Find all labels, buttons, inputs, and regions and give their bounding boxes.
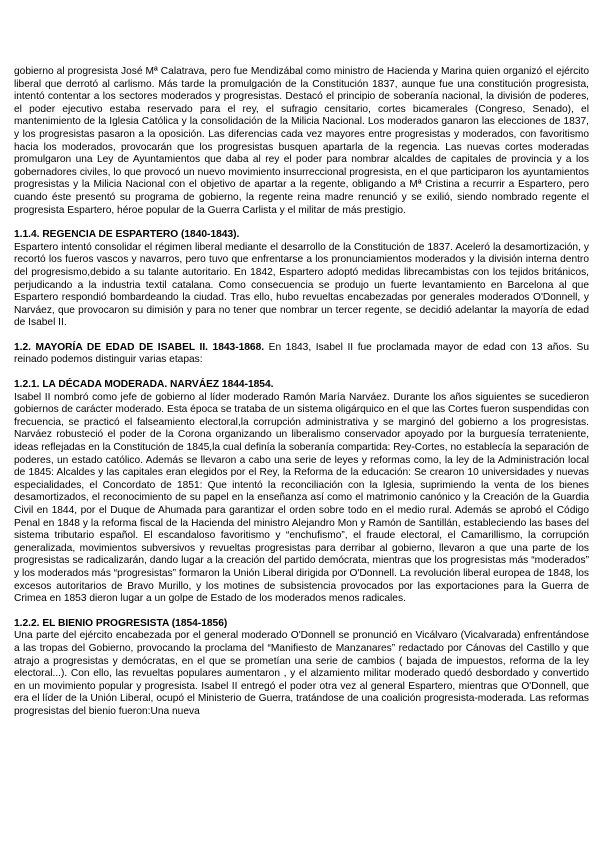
intro-paragraph: gobierno al progresista José Mª Calatrava, pero fue Mendizábal como ministro de Hacienda y Marina quien organizó el ejército liberal que derrotó al carlismo. Más tarde la promulgación de la Constitución 1837, aunque fue una constitución progresista, intentó contentar a los sectores moderados y progresistas. Destacó el principio de soberanía nacional, la división de poderes, el poder ejecutivo estaba reservado para el rey, el sufragio censitario, cortes bicamerales (Congreso, Senado), el mantenimiento de la Iglesia Católica y la consolidación de la Milicia Nacional. Los moderados ganaron las elecciones de 1837, y los progresistas pasaron a la oposición. Las diferencias cada vez mayores entre progresistas y moderados, con favoritismo hacia los moderados, provocarán que los progresistas busquen apartarla de la regencia. Las nuevas cortes moderadas promulgaron una Ley de Ayuntamientos que daba al rey el poder para nombrar alcaldes de capitales de provincia y a los gobernadores civiles, lo que provocó un nuevo movimiento insurreccional progresista, en el que participaron los ayuntamientos progresistas y la Milicia Nacional con el objetivo de apartar a la regente, obligando a Mª Cristina a recurrir a Espartero, pero cuando éste presentó su programa de gobierno, la regente reina madre renunció y se exilió, siendo nombrado regente el progresista Espartero, héroe popular de la Guerra Carlista y el militar de más prestigio. (14, 66, 589, 216)
spacer (14, 367, 589, 379)
spacer (14, 606, 589, 618)
spacer (14, 217, 589, 229)
document-page (14, 66, 589, 719)
bienio-paragraph: Una parte del ejército encabezada por el general moderado O'Donnell se pronunció en Vicálvaro (Vicalvarada) enfrentándose a las tropas del Gobierno, provocando la proclama del “Manifiesto de Manzanares” redactado por Cánovas del Castillo y que atrajo a progresistas y demócratas, en el que se prometían una serie de cambios ( bajada de impuestos, reforma de la ley electoral...). Con ello, las revueltas populares aumentaron , y el alzamiento militar moderado quedó desbordado y convertido en un movimiento popular y progresista. Isabel II entregó el poder otra vez al general Espartero, mientras que O'Donnell, que era el líder de la Unión Liberal, ocupó el Ministerio de Guerra, tratándose de una coalición progresista-moderada. Las reformas progresistas del bienio fueron:Una nueva (14, 630, 589, 717)
decada-paragraph: Isabel II nombró como jefe de gobierno al líder moderado Ramón María Narváez. Durante los años siguientes se sucedieron gobiernos de carácter moderado. Esta época se trataba de un sistema oligárquico en el que las Cortes fueron suspendidas con frecuencia, se practicó el falseamiento electoral,la corrupción administrativa y se marginó del gobierno a los progresistas. Narváez robusteció el poder de la Corona organizando un liberalismo conservador apoyado por la burguesía terrateniente, ideas reflejadas en la Constitución de 1845,la cual definía la soberanía compartida: Rey-Cortes, no establecía la separación de poderes, un estado católico. Además se llevaron a cabo una serie de leyes y reformas como, la ley de la Administración local de 1845: Alcaldes y las capitales eran elegidos por el Rey, la Reforma de la educación: Se crearon 10 universidades y nuevas especialidades, el Concordato de 1851: Que intentó la reconciliación con la Iglesia, suprimiendo la venta de los bienes desamortizados, el reconocimiento de su papel en la enseñanza así como el matrimonio canónico y la Creación de la Guardia Civil en 1844, por el Duque de Ahumada para garantizar el orden sobre todo en el medio rural. Además se aprobó el Código Penal en 1848 y la reforma fiscal de la Hacienda del ministro Alejandro Mon y Ramón de Santillán, estableciendo las bases del sistema tributario español. El escandaloso favoritismo y “enchufismo”, el fraude electoral, el Camarillismo, la corrupción generalizada, movimientos subversivos y revueltas progresistas para derribar al gobierno, llevaron a que una parte de los progresistas se radicalizarán, dando lugar a la creación del partido demócrata, mientras que los progresistas más “moderados” y los moderados más “progresistas” formaron la Unión Liberal dirigida por O'Donnell. La revolución liberal europea de 1848, los excesos autoritarios de Bravo Murillo, y los motines de subsistencia provocados por las exportaciones para la Guerra de Crimea en 1853 dieron lugar a un golpe de Estado de los moderados menos radicales. (14, 391, 589, 605)
section-heading-bienio: 1.2.2. EL BIENIO PROGRESISTA (1854-1856) (14, 617, 228, 629)
spacer (14, 330, 589, 342)
isabel-paragraph (14, 342, 589, 367)
espartero-paragraph: Espartero intentó consolidar el régimen liberal mediante el desarrollo de la Constitución de 1837. Aceleró la desamortización, y recortó los fueros vascos y navarros, pero tuvo que enfrentarse a los pronunciamientos moderados y la división interna dentro del progresismo,debido a su talante autoritario. En 1842, Espartero adoptó medidas librecambistas con los tejidos británicos, perjudicando a la industria textil catalana. Como consecuencia se produjo un fuerte levantamiento en Barcelona al que Espartero respondió bombardeando la ciudad. Tras ello, hubo revueltas encabezadas por generales moderados O'Donnell, y Narváez, que provocaron su dimisión y para no tener que nombrar un tercer regente, se decidió adelantar la mayoría de edad de Isabel II. (14, 241, 589, 329)
section-heading-isabel: 1.2. MAYORÍA DE EDAD DE ISABEL II. 1843-1868. (14, 341, 265, 353)
section-heading-decada: 1.2.1. LA DÉCADA MODERADA. NARVÁEZ 1844-1854. (14, 379, 274, 391)
section-heading-espartero: 1.1.4. REGENCIA DE ESPARTERO (1840-1843). (14, 229, 240, 241)
isabel-body-text: En 1843, Isabel II fue proclamada mayor de edad con 13 años. Su reinado podemos distinguir varias etapas: (14, 341, 589, 366)
